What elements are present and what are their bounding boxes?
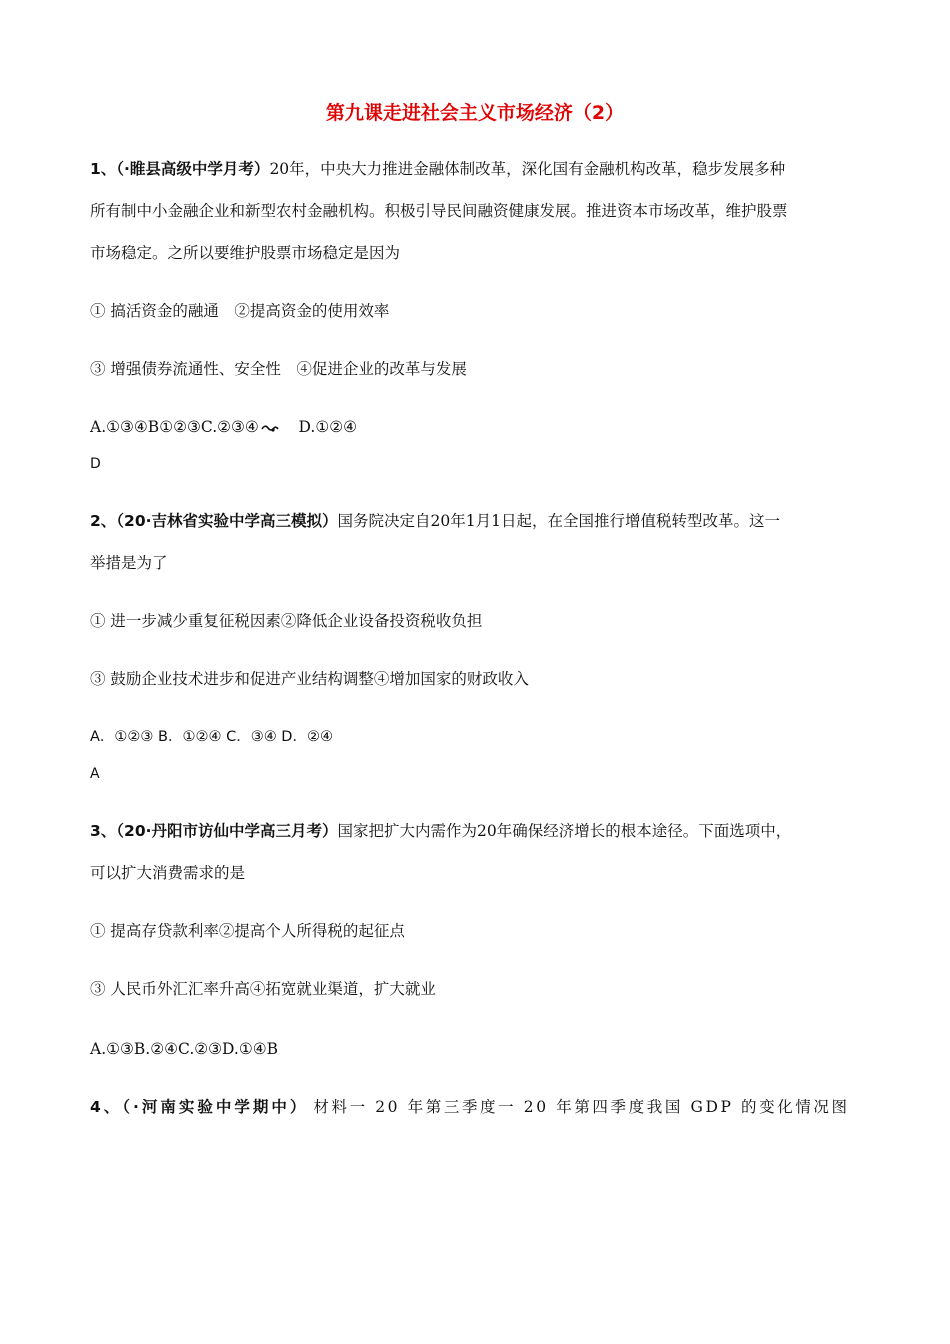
q2-text-2: 举措是为了 bbox=[90, 554, 168, 572]
q3-item-1: ① 提高存贷款利率②提高个人所得税的起征点 bbox=[90, 922, 405, 940]
squiggle-mark-icon bbox=[261, 423, 279, 433]
q3-source: （20·丹阳市访仙中学高三月考） bbox=[116, 822, 338, 840]
q1-number: 1、 bbox=[90, 160, 117, 178]
q4-source: （·河南实验中学期中） bbox=[122, 1098, 309, 1116]
q1-options bbox=[90, 416, 860, 438]
q1-answer: D bbox=[90, 456, 101, 472]
q2-text-1: 国务院决定自20年1月1日起，在全国推行增值税转型改革。这一 bbox=[337, 512, 780, 530]
q1-text-3: 市场稳定。之所以要维护股票市场稳定是因为 bbox=[90, 244, 401, 262]
q3-item-2: ③ 人民币外汇汇率升高④拓宽就业渠道，扩大就业 bbox=[90, 980, 436, 998]
q2-item-2: ③ 鼓励企业技术进步和促进产业结构调整④增加国家的财政收入 bbox=[90, 670, 529, 688]
q2-answer: A bbox=[90, 766, 100, 782]
q2-source: （20·吉林省实验中学高三模拟） bbox=[116, 512, 338, 530]
q2-number: 2、 bbox=[90, 512, 117, 530]
page-title: 第九课走进社会主义市场经济（2） bbox=[325, 102, 625, 124]
q3-number: 3、 bbox=[90, 822, 117, 840]
q1-text-2: 所有制中小金融企业和新型农村金融机构。积极引导民间融资健康发展。推进资本市场改革，维护股票 bbox=[90, 202, 788, 220]
q3-text-1: 国家把扩大内需作为20年确保经济增长的根本途径。下面选项中， bbox=[337, 822, 792, 840]
q1-source: （·睢县高级中学月考） bbox=[116, 160, 270, 178]
q3-line-1 bbox=[90, 820, 860, 842]
q1-line-1 bbox=[90, 158, 860, 180]
q4-line-1 bbox=[90, 1096, 860, 1118]
q1-item-1: ① 搞活资金的融通 ②提高资金的使用效率 bbox=[90, 302, 390, 320]
q2-options: A．①②③ B．①②④ C．③④ D．②④ bbox=[90, 729, 333, 745]
q4-text-1: 材料一 20 年第三季度一 20 年第四季度我国 GDP 的变化情况图 bbox=[313, 1098, 850, 1116]
q1-options-a: A.①③④B①②③C.②③④ bbox=[90, 418, 259, 436]
q1-item-2: ③ 增强债券流通性、安全性 ④促进企业的改革与发展 bbox=[90, 360, 467, 378]
q2-line-1 bbox=[90, 510, 860, 532]
q1-text-1: 20年，中央大力推进金融体制改革，深化国有金融机构改革，稳步发展多种 bbox=[269, 160, 786, 178]
q3-options: A.①③B.②④C.②③D.①④B bbox=[90, 1040, 279, 1058]
q1-options-b: D.①②④ bbox=[298, 418, 358, 436]
q3-text-2: 可以扩大消费需求的是 bbox=[90, 864, 246, 882]
q4-number: 4、 bbox=[90, 1098, 123, 1116]
q2-item-1: ① 进一步减少重复征税因素②降低企业设备投资税收负担 bbox=[90, 612, 483, 630]
